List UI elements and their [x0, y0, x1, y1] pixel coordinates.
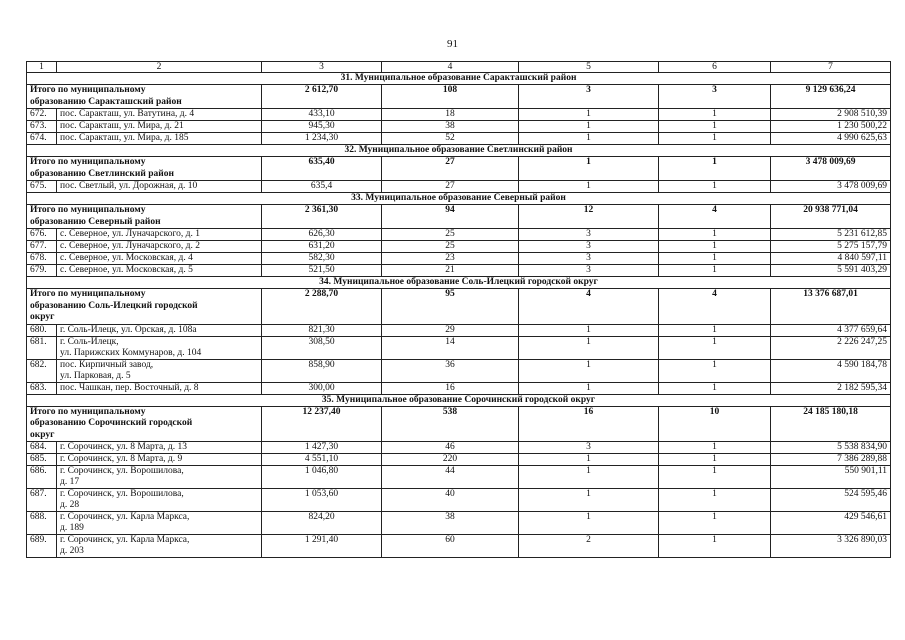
- row-area: 635,4: [262, 181, 382, 193]
- total-col5: 4: [519, 289, 659, 325]
- column-number: 1: [27, 62, 57, 73]
- row-area: 1 053,60: [262, 489, 382, 512]
- row-residents: 44: [382, 466, 519, 489]
- row-col5: 1: [519, 336, 659, 359]
- row-address-line: г. Соль-Илецк, ул. Орская, д. 108а: [60, 324, 197, 335]
- row-col5: 1: [519, 489, 659, 512]
- total-col5: 12: [519, 205, 659, 229]
- row-number: 681.: [27, 336, 57, 359]
- row-number: 674.: [27, 133, 57, 145]
- row-address-line: пос. Чашкан, пер. Восточный, д. 8: [60, 382, 199, 393]
- total-label-line: Итого по муниципальному: [30, 205, 146, 215]
- row-residents: 29: [382, 324, 519, 336]
- row-address: [57, 229, 262, 241]
- row-area: 4 551,10: [262, 454, 382, 466]
- row-col6: 1: [659, 382, 771, 394]
- row-address-line: ул. Парижских Коммунаров, д. 104: [60, 347, 202, 358]
- section-title: 34. Муниципальное образование Соль-Илецкий городской округ: [27, 277, 891, 289]
- row-address-line: г. Сорочинск, ул. Карла Маркса,: [60, 512, 190, 522]
- row-area: 945,30: [262, 121, 382, 133]
- total-label-line: Итого по муниципальному: [30, 289, 146, 299]
- row-address: [57, 109, 262, 121]
- row-col5: 1: [519, 181, 659, 193]
- row-area: 824,20: [262, 512, 382, 535]
- row-residents: 25: [382, 241, 519, 253]
- row-address: [57, 466, 262, 489]
- row-col5: 1: [519, 382, 659, 394]
- housing-register-table: [26, 61, 891, 558]
- row-col5: 3: [519, 253, 659, 265]
- row-address-line: д. 17: [60, 477, 80, 487]
- total-label: [27, 289, 262, 325]
- row-address: [57, 359, 262, 382]
- total-label-line: образованию Соль-Илецкий городской: [30, 300, 198, 311]
- row-cost: 4 377 659,64: [771, 324, 891, 336]
- column-number: 6: [659, 62, 771, 73]
- row-number: 676.: [27, 229, 57, 241]
- row-residents: 46: [382, 442, 519, 454]
- total-label-line: образованию Саракташский район: [30, 96, 182, 107]
- row-cost: 4 990 625,63: [771, 133, 891, 145]
- row-residents: 38: [382, 121, 519, 133]
- row-col6: 1: [659, 512, 771, 535]
- table-row: [27, 253, 891, 265]
- table-row: [27, 109, 891, 121]
- table-row: [27, 535, 891, 558]
- row-residents: 25: [382, 229, 519, 241]
- row-number: 680.: [27, 324, 57, 336]
- section-header-row: [27, 145, 891, 157]
- column-number: 3: [262, 62, 382, 73]
- row-area: 521,50: [262, 265, 382, 277]
- row-col6: 1: [659, 489, 771, 512]
- section-total-row: [27, 205, 891, 229]
- row-area: 1 234,30: [262, 133, 382, 145]
- row-address: [57, 382, 262, 394]
- row-address-line: г. Сорочинск, ул. Ворошилова,: [60, 466, 184, 476]
- total-col6: 1: [659, 157, 771, 181]
- row-col6: 1: [659, 121, 771, 133]
- row-number: 677.: [27, 241, 57, 253]
- row-cost: 5 538 834,90: [771, 442, 891, 454]
- row-cost: 4 840 597,11: [771, 253, 891, 265]
- total-cost: 20 938 771,04: [771, 205, 891, 229]
- table-row: [27, 466, 891, 489]
- total-col6: 4: [659, 205, 771, 229]
- table-row: [27, 133, 891, 145]
- row-area: 300,00: [262, 382, 382, 394]
- row-area: 582,30: [262, 253, 382, 265]
- row-address: [57, 181, 262, 193]
- total-label-line: Итого по муниципальному: [30, 406, 146, 417]
- total-area: 2 361,30: [262, 205, 382, 229]
- column-number: 4: [382, 62, 519, 73]
- row-residents: 38: [382, 512, 519, 535]
- row-number: 682.: [27, 359, 57, 382]
- row-address-line: пос. Саракташ, ул. Мира, д. 185: [60, 133, 189, 143]
- row-address-line: пос. Саракташ, ул. Ватутина, д. 4: [60, 109, 195, 119]
- row-area: 821,30: [262, 324, 382, 336]
- total-label-line: округ: [30, 429, 55, 440]
- section-header-row: [27, 193, 891, 205]
- row-address-line: д. 189: [60, 523, 84, 533]
- row-address-line: г. Сорочинск, ул. Ворошилова,: [60, 489, 184, 499]
- row-residents: 40: [382, 489, 519, 512]
- row-cost: 2 226 247,25: [771, 336, 891, 359]
- total-label-line: образованию Сорочинский городской: [30, 418, 193, 428]
- row-residents: 220: [382, 454, 519, 466]
- row-number: 679.: [27, 265, 57, 277]
- row-address: [57, 454, 262, 466]
- total-residents: 108: [382, 85, 519, 109]
- table-row: [27, 454, 891, 466]
- row-col6: 1: [659, 336, 771, 359]
- row-col5: 3: [519, 241, 659, 253]
- total-label-line: Итого по муниципальному: [30, 157, 146, 167]
- row-number: 689.: [27, 535, 57, 558]
- table-row: [27, 241, 891, 253]
- row-address-line: пос. Светлый, ул. Дорожная, д. 10: [60, 181, 198, 191]
- row-address-line: г. Сорочинск, ул. 8 Марта, д. 13: [60, 442, 187, 452]
- row-area: 631,20: [262, 241, 382, 253]
- row-col5: 1: [519, 454, 659, 466]
- section-total-row: [27, 157, 891, 181]
- section-header-row: [27, 394, 891, 406]
- total-label-line: округ: [30, 312, 55, 322]
- row-col5: 3: [519, 229, 659, 241]
- row-address: [57, 241, 262, 253]
- row-cost: 4 590 184,78: [771, 359, 891, 382]
- row-col5: 1: [519, 121, 659, 133]
- row-col6: 1: [659, 253, 771, 265]
- total-label: [27, 406, 262, 442]
- row-col6: 1: [659, 133, 771, 145]
- row-residents: 27: [382, 181, 519, 193]
- row-col6: 1: [659, 535, 771, 558]
- row-cost: 5 231 612,85: [771, 229, 891, 241]
- row-col5: 1: [519, 324, 659, 336]
- row-address-line: д. 28: [60, 500, 80, 510]
- row-address-line: г. Сорочинск, ул. 8 Марта, д. 9: [60, 454, 183, 464]
- row-number: 684.: [27, 442, 57, 454]
- row-area: 433,10: [262, 109, 382, 121]
- row-col6: 1: [659, 442, 771, 454]
- row-col6: 1: [659, 229, 771, 241]
- row-number: 683.: [27, 382, 57, 394]
- total-residents: 94: [382, 205, 519, 229]
- row-col5: 2: [519, 535, 659, 558]
- total-col5: 1: [519, 157, 659, 181]
- row-number: 688.: [27, 512, 57, 535]
- row-number: 673.: [27, 121, 57, 133]
- table-row: [27, 489, 891, 512]
- row-address: [57, 336, 262, 359]
- row-number: 675.: [27, 181, 57, 193]
- row-address: [57, 442, 262, 454]
- row-residents: 52: [382, 133, 519, 145]
- total-cost: 24 185 180,18: [771, 406, 891, 442]
- row-address-line: с. Северное, ул. Луначарского, д. 1: [60, 229, 200, 239]
- row-address: [57, 121, 262, 133]
- row-address-line: г. Соль-Илецк,: [60, 336, 119, 347]
- section-total-row: [27, 289, 891, 325]
- section-title: 33. Муниципальное образование Северный район: [27, 193, 891, 205]
- total-cost: 9 129 636,24: [771, 85, 891, 109]
- row-col6: 1: [659, 454, 771, 466]
- total-residents: 95: [382, 289, 519, 325]
- row-address-line: с. Северное, ул. Московская, д. 5: [60, 265, 193, 275]
- total-col6: 3: [659, 85, 771, 109]
- row-col5: 1: [519, 512, 659, 535]
- total-label: [27, 157, 262, 181]
- row-col6: 1: [659, 324, 771, 336]
- row-col6: 1: [659, 466, 771, 489]
- row-col5: 1: [519, 359, 659, 382]
- row-residents: 23: [382, 253, 519, 265]
- row-col6: 1: [659, 241, 771, 253]
- row-residents: 21: [382, 265, 519, 277]
- table-row: [27, 359, 891, 382]
- column-number: 5: [519, 62, 659, 73]
- row-residents: 16: [382, 382, 519, 394]
- total-col6: 4: [659, 289, 771, 325]
- row-col5: 1: [519, 466, 659, 489]
- row-address: [57, 133, 262, 145]
- total-label-line: образованию Светлинский район: [30, 168, 174, 179]
- table-row: [27, 229, 891, 241]
- row-address-line: ул. Парковая, д. 5: [60, 370, 131, 381]
- table-row: [27, 265, 891, 277]
- row-residents: 60: [382, 535, 519, 558]
- row-area: 1 427,30: [262, 442, 382, 454]
- page-number: 91: [447, 38, 458, 50]
- row-address-line: пос. Кирпичный завод,: [60, 359, 154, 370]
- row-address: [57, 253, 262, 265]
- row-area: 1 046,80: [262, 466, 382, 489]
- table-row: [27, 382, 891, 394]
- table-row: [27, 512, 891, 535]
- row-cost: 2 182 595,34: [771, 382, 891, 394]
- total-area: 2 288,70: [262, 289, 382, 325]
- row-cost: 5 591 403,29: [771, 265, 891, 277]
- table-row: [27, 121, 891, 133]
- table-row: [27, 336, 891, 359]
- row-col5: 3: [519, 265, 659, 277]
- table-row: [27, 181, 891, 193]
- row-area: 308,50: [262, 336, 382, 359]
- section-title: 35. Муниципальное образование Сорочинский городской округ: [27, 394, 891, 406]
- section-title: 32. Муниципальное образование Светлинский район: [27, 145, 891, 157]
- row-cost: 3 326 890,03: [771, 535, 891, 558]
- total-area: 635,40: [262, 157, 382, 181]
- row-cost: 1 230 500,22: [771, 121, 891, 133]
- row-residents: 36: [382, 359, 519, 382]
- row-col5: 3: [519, 442, 659, 454]
- row-number: 678.: [27, 253, 57, 265]
- row-address: [57, 324, 262, 336]
- row-area: 1 291,40: [262, 535, 382, 558]
- table-row: [27, 324, 891, 336]
- section-title: 31. Муниципальное образование Саракташский район: [27, 73, 891, 85]
- total-residents: 538: [382, 406, 519, 442]
- row-address: [57, 535, 262, 558]
- total-col5: 3: [519, 85, 659, 109]
- total-col6: 10: [659, 406, 771, 442]
- total-label-line: образованию Северный район: [30, 216, 161, 227]
- row-residents: 14: [382, 336, 519, 359]
- row-col6: 1: [659, 359, 771, 382]
- row-number: 687.: [27, 489, 57, 512]
- total-area: 2 612,70: [262, 85, 382, 109]
- row-cost: 5 275 157,79: [771, 241, 891, 253]
- row-area: 858,90: [262, 359, 382, 382]
- total-cost: 13 376 687,01: [771, 289, 891, 325]
- column-number-row: [27, 62, 891, 73]
- column-number: 2: [57, 62, 262, 73]
- row-residents: 18: [382, 109, 519, 121]
- row-col5: 1: [519, 133, 659, 145]
- section-total-row: [27, 85, 891, 109]
- total-label: [27, 85, 262, 109]
- row-address-line: пос. Саракташ, ул. Мира, д. 21: [60, 121, 184, 131]
- section-header-row: [27, 73, 891, 85]
- row-address-line: д. 203: [60, 546, 84, 556]
- section-total-row: [27, 406, 891, 442]
- row-area: 626,30: [262, 229, 382, 241]
- row-cost: 3 478 009,69: [771, 181, 891, 193]
- row-cost: 524 595,46: [771, 489, 891, 512]
- total-area: 12 237,40: [262, 406, 382, 442]
- total-label-line: Итого по муниципальному: [30, 85, 146, 95]
- section-header-row: [27, 277, 891, 289]
- total-cost: 3 478 009,69: [771, 157, 891, 181]
- total-residents: 27: [382, 157, 519, 181]
- row-address-line: с. Северное, ул. Луначарского, д. 2: [60, 241, 200, 251]
- row-address-line: г. Сорочинск, ул. Карла Маркса,: [60, 535, 190, 545]
- row-cost: 2 908 510,39: [771, 109, 891, 121]
- row-address: [57, 512, 262, 535]
- row-col6: 1: [659, 265, 771, 277]
- table-row: [27, 442, 891, 454]
- total-col5: 16: [519, 406, 659, 442]
- row-col5: 1: [519, 109, 659, 121]
- column-number: 7: [771, 62, 891, 73]
- row-col6: 1: [659, 109, 771, 121]
- row-col6: 1: [659, 181, 771, 193]
- row-cost: 550 901,11: [771, 466, 891, 489]
- row-address: [57, 265, 262, 277]
- row-number: 686.: [27, 466, 57, 489]
- row-address: [57, 489, 262, 512]
- row-address-line: с. Северное, ул. Московская, д. 4: [60, 253, 193, 263]
- row-number: 685.: [27, 454, 57, 466]
- row-number: 672.: [27, 109, 57, 121]
- row-cost: 7 386 289,88: [771, 454, 891, 466]
- total-label: [27, 205, 262, 229]
- row-cost: 429 546,61: [771, 512, 891, 535]
